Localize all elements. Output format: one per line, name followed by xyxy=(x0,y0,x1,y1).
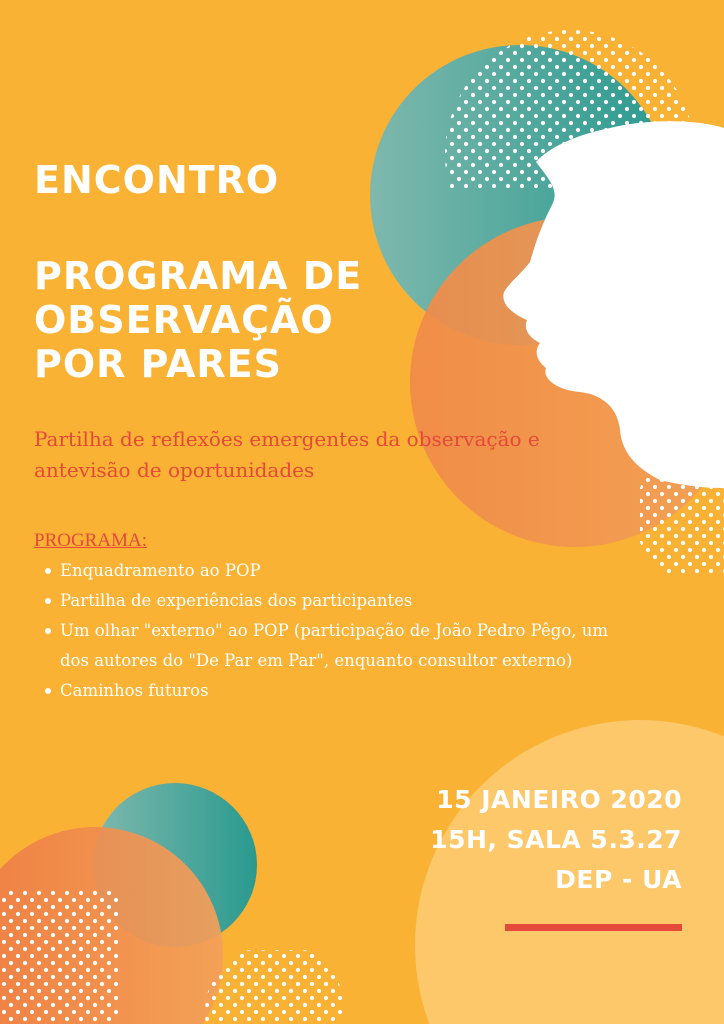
program-item: Partilha de experiências dos participantes xyxy=(60,586,634,616)
subtitle: Partilha de reflexões emergentes da observação e antevisão de oportunidades xyxy=(34,427,540,482)
event-info xyxy=(430,780,682,900)
program-list xyxy=(34,556,634,706)
program-title: PROGRAMA DE OBSERVAÇÃO POR PARES xyxy=(34,254,363,386)
program-heading: PROGRAMA: xyxy=(34,530,147,551)
event-time-room: 15H, SALA 5.3.27 xyxy=(430,825,682,854)
dot-pattern-left xyxy=(0,890,120,1024)
event-date: 15 JANEIRO 2020 xyxy=(436,785,682,814)
program-item: Um olhar "externo" ao POP (participação de João Pedro Pêgo, um dos autores do "De Par em Par", enquanto consultor externo) xyxy=(60,616,634,676)
event-place: DEP - UA xyxy=(555,865,682,894)
accent-bar xyxy=(505,924,682,931)
program-section xyxy=(34,530,634,706)
program-item: Caminhos futuros xyxy=(60,676,634,706)
title-block xyxy=(34,158,454,386)
program-item: Enquadramento ao POP xyxy=(60,556,634,586)
event-type-title: ENCONTRO xyxy=(34,158,280,202)
